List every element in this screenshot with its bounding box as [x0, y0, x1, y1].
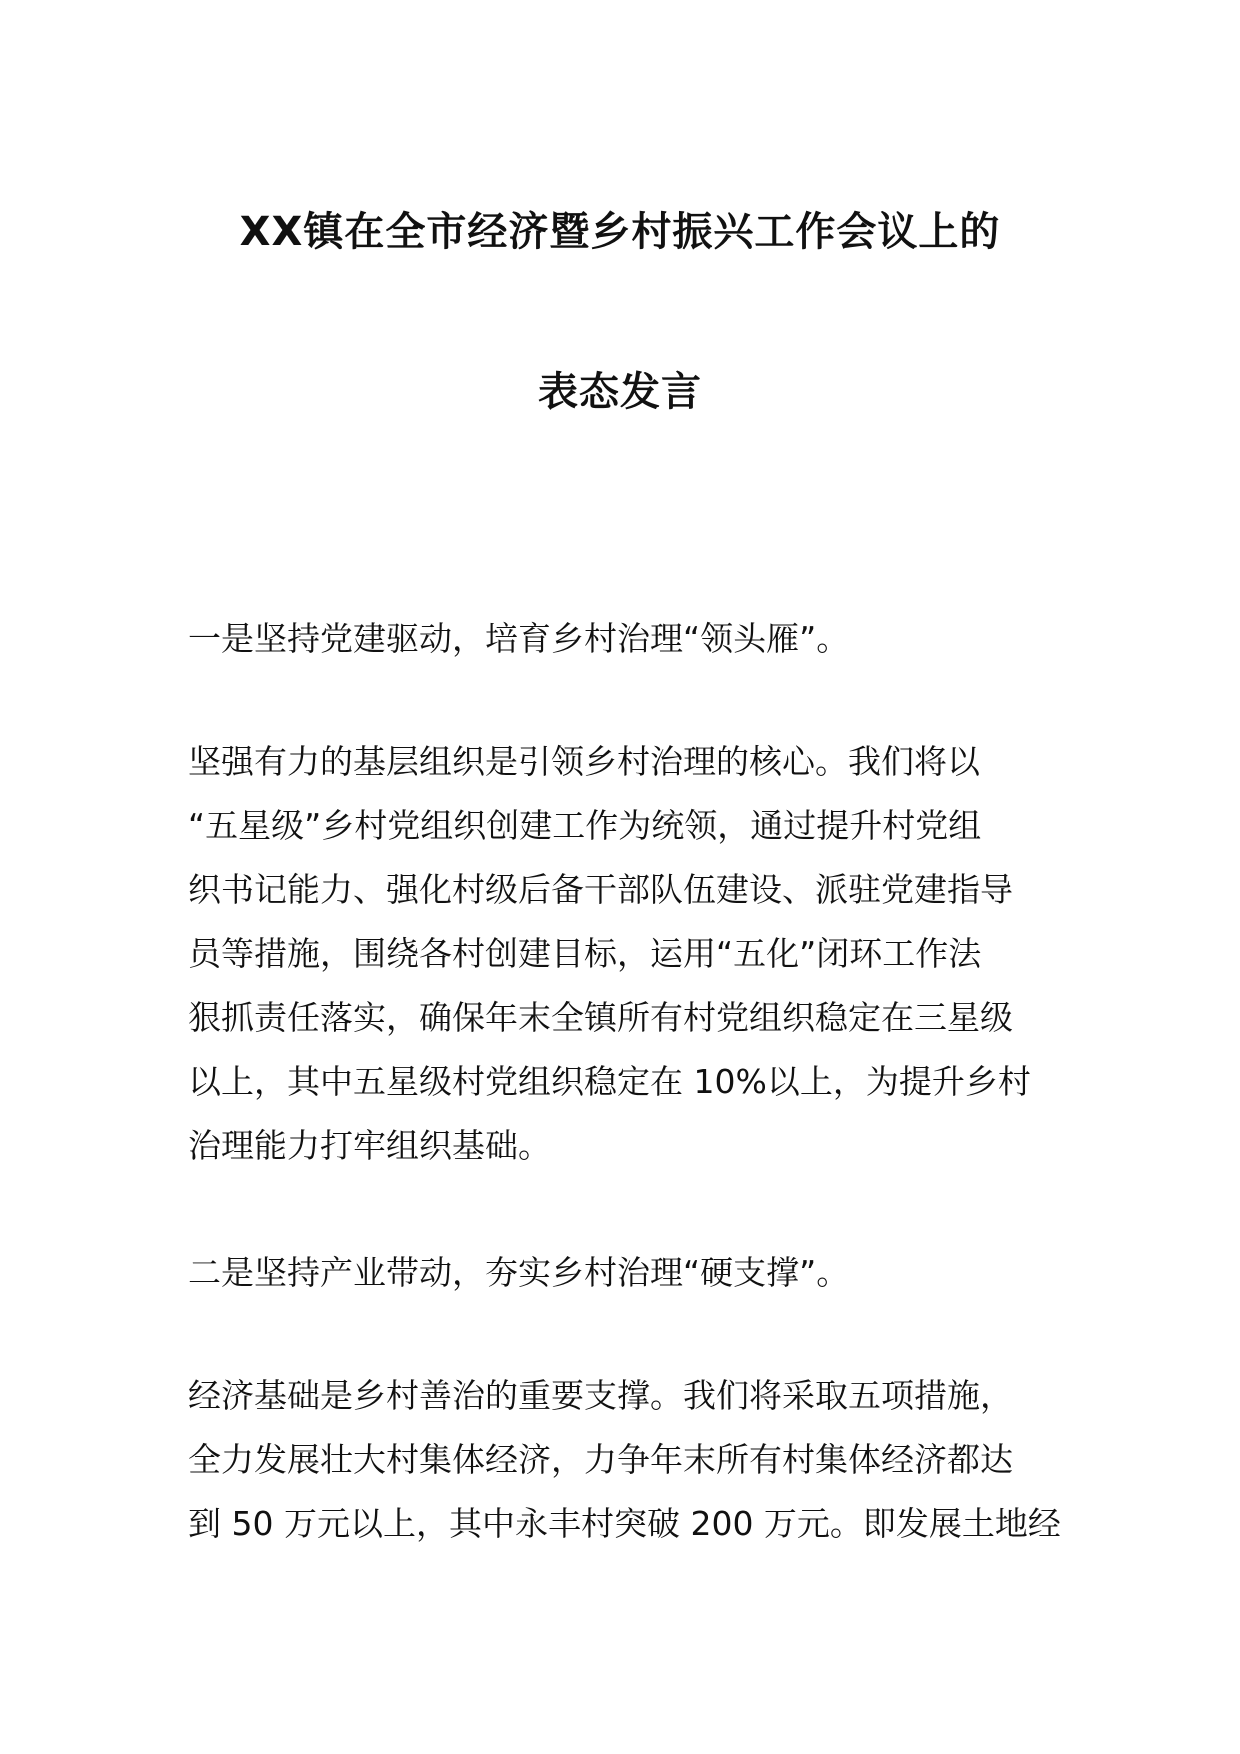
- section-heading-1: 一是坚持党建驱动，培育乡村治理“领头雁”。: [188, 619, 850, 658]
- paragraph-1-line: “五星级”乡村党组织创建工作为统领，通过提升村党组: [188, 806, 982, 845]
- paragraph-1-line: 以上，其中五星级村党组织稳定在 10%以上，为提升乡村: [188, 1062, 1031, 1101]
- paragraph-1-line: 坚强有力的基层组织是引领乡村治理的核心。我们将以: [188, 742, 980, 781]
- paragraph-1-line: 治理能力打牢组织基础。: [188, 1126, 551, 1165]
- paragraph-1-line: 狠抓责任落实，确保年末全镇所有村党组织稳定在三星级: [188, 998, 1013, 1037]
- paragraph-2-line: 全力发展壮大村集体经济，力争年末所有村集体经济都达: [188, 1440, 1013, 1479]
- paragraph-2-line: 到 50 万元以上，其中永丰村突破 200 万元。即发展土地经: [188, 1504, 1061, 1543]
- section-heading-2: 二是坚持产业带动，夯实乡村治理“硬支撑”。: [188, 1253, 850, 1292]
- document-title-line-2: 表态发言: [538, 369, 702, 415]
- paragraph-2-line: 经济基础是乡村善治的重要支撑。我们将采取五项措施，: [188, 1376, 1013, 1415]
- paragraph-1-line: 员等措施，围绕各村创建目标，运用“五化”闭环工作法: [188, 934, 982, 973]
- paragraph-1-line: 织书记能力、强化村级后备干部队伍建设、派驻党建指导: [188, 870, 1013, 909]
- document-title-line-1: XX镇在全市经济暨乡村振兴工作会议上的: [239, 209, 1001, 255]
